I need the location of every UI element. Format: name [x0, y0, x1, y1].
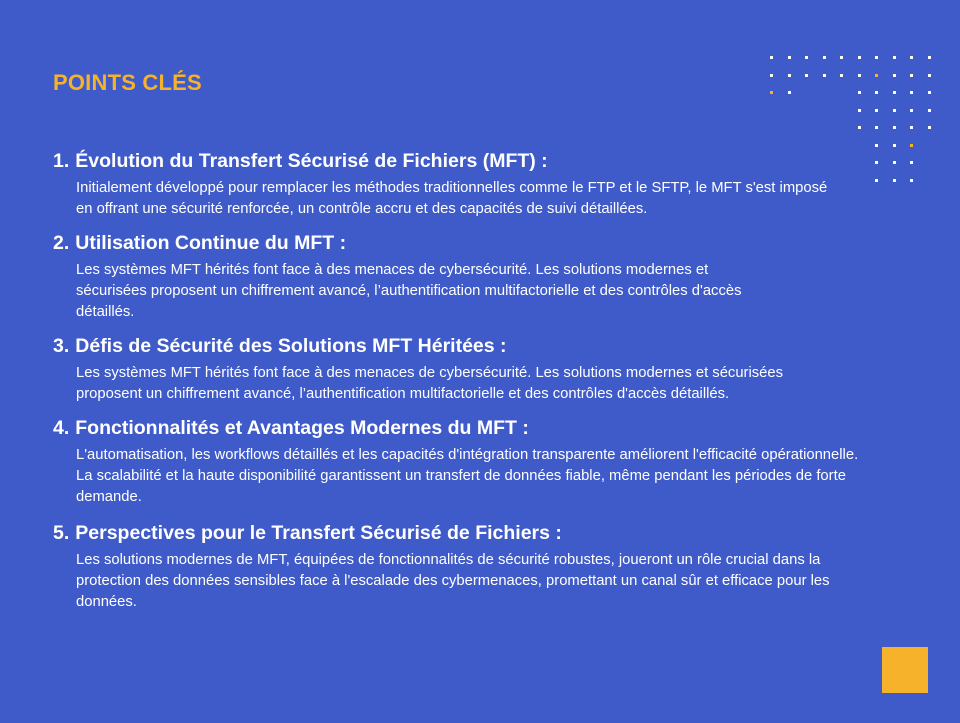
list-item — [53, 415, 883, 508]
dot-decoration — [893, 109, 896, 112]
dot-decoration — [858, 109, 861, 112]
accent-square-decoration — [882, 647, 928, 693]
dot-decoration — [858, 91, 861, 94]
dot-decoration — [770, 56, 773, 59]
dot-pattern-decoration — [770, 56, 935, 191]
dot-decoration — [893, 144, 896, 147]
dot-decoration — [788, 74, 791, 77]
item-number: 3. — [53, 335, 70, 357]
dot-decoration — [823, 74, 826, 77]
dot-decoration — [875, 56, 878, 59]
dot-decoration — [910, 144, 913, 147]
item-body: Initialement développé pour remplacer les méthodes traditionnelles comme le FTP et le SFTP, le MFT s'est imposé en offrant une sécurité renforcée, un contrôle accru et des capacités de suivi détaillées. — [76, 180, 828, 217]
dot-decoration — [893, 56, 896, 59]
list-item — [53, 230, 883, 323]
dot-decoration — [858, 126, 861, 129]
page-title: POINTS CLÉS — [53, 70, 202, 95]
item-body: L'automatisation, les workflows détaillés et les capacités d'intégration transparente améliorent l'efficacité opérationnelle. La scalabilité et la haute disponibilité garantissent un transfert de données fiable, même pendant les périodes de forte demande. — [76, 447, 859, 505]
dot-decoration — [910, 109, 913, 112]
dot-decoration — [910, 126, 913, 129]
item-title-text: Évolution du Transfert Sécurisé de Fichiers (MFT) : — [75, 150, 548, 172]
item-number: 5. — [53, 522, 70, 544]
item-number: 2. — [53, 232, 70, 254]
dot-decoration — [928, 91, 931, 94]
item-title-text: Utilisation Continue du MFT : — [75, 232, 347, 254]
item-number: 4. — [53, 417, 70, 439]
dot-decoration — [875, 126, 878, 129]
dot-decoration — [875, 74, 878, 77]
list-item — [53, 333, 883, 405]
item-title — [53, 148, 883, 174]
dot-decoration — [840, 74, 843, 77]
dot-decoration — [910, 74, 913, 77]
dot-decoration — [788, 56, 791, 59]
dot-decoration — [788, 91, 791, 94]
dot-decoration — [910, 91, 913, 94]
dot-decoration — [858, 56, 861, 59]
dot-decoration — [893, 74, 896, 77]
dot-decoration — [875, 109, 878, 112]
dot-decoration — [823, 56, 826, 59]
dot-decoration — [875, 91, 878, 94]
dot-decoration — [910, 56, 913, 59]
item-title — [53, 415, 883, 441]
dot-decoration — [893, 126, 896, 129]
dot-decoration — [770, 74, 773, 77]
item-body: Les systèmes MFT hérités font face à des menaces de cybersécurité. Les solutions modernes et sécurisées proposent un chiffrement avancé, l’authentification multifactorielle et des contrôles d'accès détaillés. — [76, 365, 784, 402]
item-body: Les solutions modernes de MFT, équipées de fonctionnalités de sécurité robustes, joueront un rôle crucial dans la protection des données sensibles face à l'escalade des cybermenaces, promettant un canal sûr et efficace pour les données. — [76, 552, 830, 610]
dot-decoration — [875, 161, 878, 164]
dot-decoration — [805, 74, 808, 77]
dot-decoration — [840, 56, 843, 59]
dot-decoration — [858, 74, 861, 77]
dot-decoration — [910, 179, 913, 182]
item-body: Les systèmes MFT hérités font face à des menaces de cybersécurité. Les solutions modernes et sécurisées proposent un chiffrement avancé, l’authentification multifactorielle et des contrôles d'accès détaillés. — [76, 262, 742, 320]
key-points-list — [53, 148, 883, 613]
item-title-text: Fonctionnalités et Avantages Modernes du MFT : — [75, 417, 529, 439]
dot-decoration — [893, 179, 896, 182]
dot-decoration — [928, 56, 931, 59]
dot-decoration — [893, 161, 896, 164]
dot-decoration — [875, 144, 878, 147]
list-item — [53, 520, 883, 613]
dot-decoration — [875, 179, 878, 182]
item-title — [53, 230, 883, 256]
item-number: 1. — [53, 150, 70, 172]
dot-decoration — [910, 161, 913, 164]
dot-decoration — [893, 91, 896, 94]
dot-decoration — [928, 74, 931, 77]
dot-decoration — [770, 91, 773, 94]
item-title-text: Défis de Sécurité des Solutions MFT Héritées : — [75, 335, 507, 357]
dot-decoration — [928, 109, 931, 112]
dot-decoration — [928, 126, 931, 129]
list-item — [53, 148, 883, 220]
item-title-text: Perspectives pour le Transfert Sécurisé de Fichiers : — [75, 522, 562, 544]
item-title — [53, 333, 883, 359]
dot-decoration — [805, 56, 808, 59]
item-title — [53, 520, 883, 546]
